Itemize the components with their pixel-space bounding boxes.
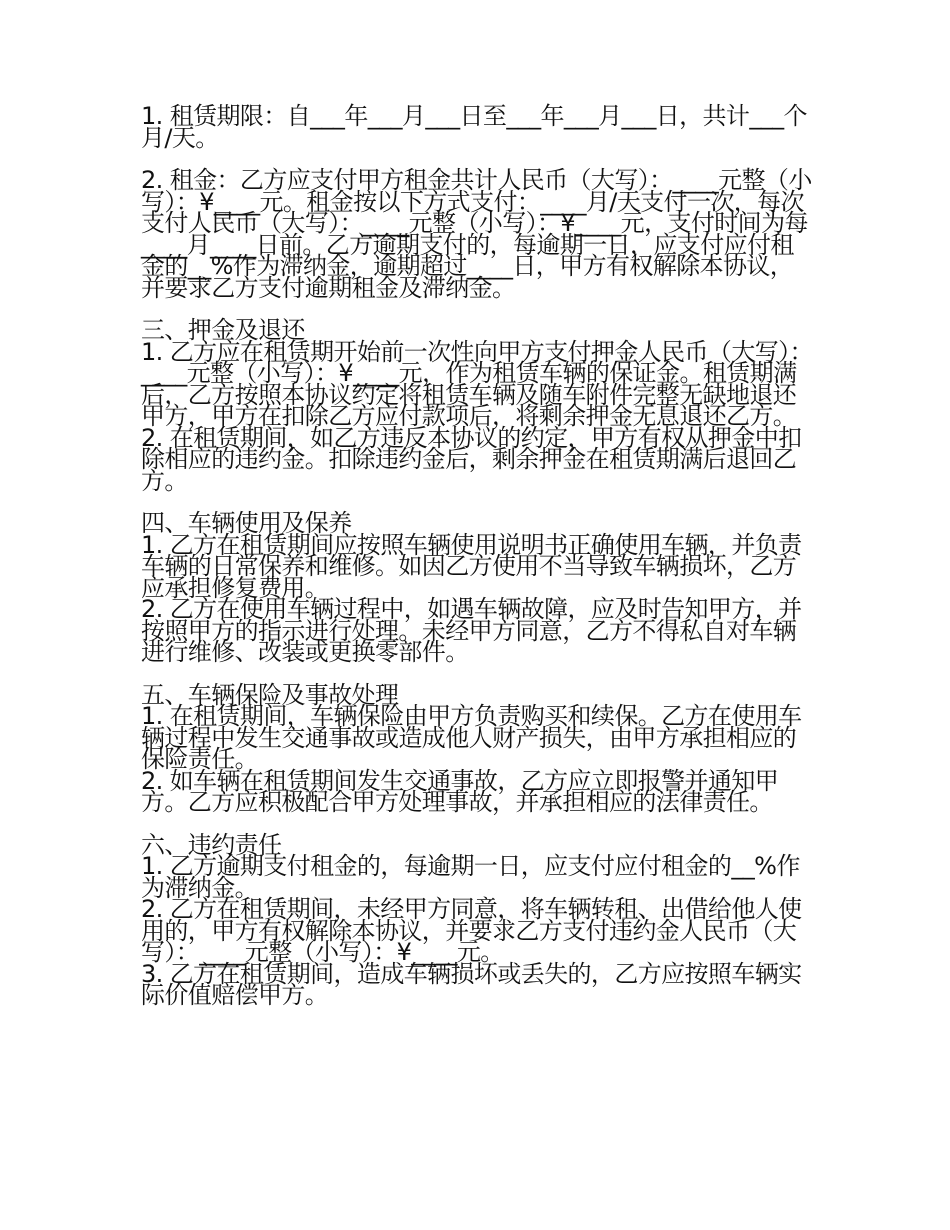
section-deposit <box>141 316 813 495</box>
section-heading-liability: 六、违约责任 <box>141 830 282 859</box>
clause-liability-3: 3. 乙方在租赁期间，造成车辆损坏或丢失的，乙方应按照车辆实际价值赔偿甲方。 <box>141 959 802 1009</box>
section-heading-insurance: 五、车辆保险及事故处理 <box>141 680 399 709</box>
section-lease-terms <box>141 102 813 302</box>
section-vehicle-use <box>141 509 813 666</box>
section-liability <box>141 830 813 1009</box>
clause-insurance-1: 1. 在租赁期间，车辆保险由甲方负责购买和续保。乙方在使用车辆过程中发生交通事故或造成他人财产损失，由甲方承担相应的保险责任。 <box>141 702 802 773</box>
clause-vehicle-use-2: 2. 乙方在使用车辆过程中，如遇车辆故障，应及时告知甲方，并按照甲方的指示进行处理。未经甲方同意，乙方不得私自对车辆进行维修、改装或更换零部件。 <box>141 595 802 666</box>
document-page <box>141 102 813 1009</box>
clause-deposit-2: 2. 在租赁期间，如乙方违反本协议的约定，甲方有权从押金中扣除相应的违约金。扣除违约金后，剩余押金在租赁期满后退回乙方。 <box>141 423 802 495</box>
section-heading-vehicle-use: 四、车辆使用及保养 <box>141 509 352 537</box>
section-insurance <box>141 680 813 816</box>
clause-vehicle-use-1: 1. 乙方在租赁期间应按照车辆使用说明书正确使用车辆，并负责车辆的日常保养和维修。如因乙方使用不当导致车辆损坏，乙方应承担修复费用。 <box>141 530 802 602</box>
section-heading-deposit: 三、押金及退还 <box>141 316 305 344</box>
clause-liability-2: 2. 乙方在租赁期间，未经甲方同意，将车辆转租、出借给他人使用的，甲方有权解除本协议，并要求乙方支付违约金人民币（大写）：____元整（小写）：¥____元。 <box>141 895 802 966</box>
clause-insurance-2: 2. 如车辆在租赁期间发生交通事故，乙方应立即报警并通知甲方。乙方应积极配合甲方处理事故，并承担相应的法律责任。 <box>141 766 779 816</box>
clause-liability-1: 1. 乙方逾期支付租金的，每逾期一日，应支付应付租金的__%作为滞纳金。 <box>141 852 800 902</box>
clause-lease-period: 1. 租赁期限：自___年___月___日至___年___月___日，共计___个月/天。 <box>141 102 807 152</box>
clause-deposit-1: 1. 乙方应在租赁期开始前一次性向甲方支付押金人民币（大写）：____元整（小写）：¥____元，作为租赁车辆的保证金。租赁期满后，乙方按照本协议约定将租赁车辆及随车附件完整无缺地退还甲方，甲方在扣除乙方应付款项后，将剩余押金无息退还乙方。 <box>141 337 813 430</box>
clause-rent: 2. 租金：乙方应支付甲方租金共计人民币（大写）：____元整（小写）：¥____元。租金按以下方式支付：____月/天支付一次，每次支付人民币（大写）：____元整（小写）：¥____元，支付时间为每____月____日前。乙方逾期支付的，每逾期一日，应支付应付租金的__%作为滞纳金，逾期超过____日，甲方有权解除本协议，并要求乙方支付逾期租金及滞纳金。 <box>141 166 812 302</box>
